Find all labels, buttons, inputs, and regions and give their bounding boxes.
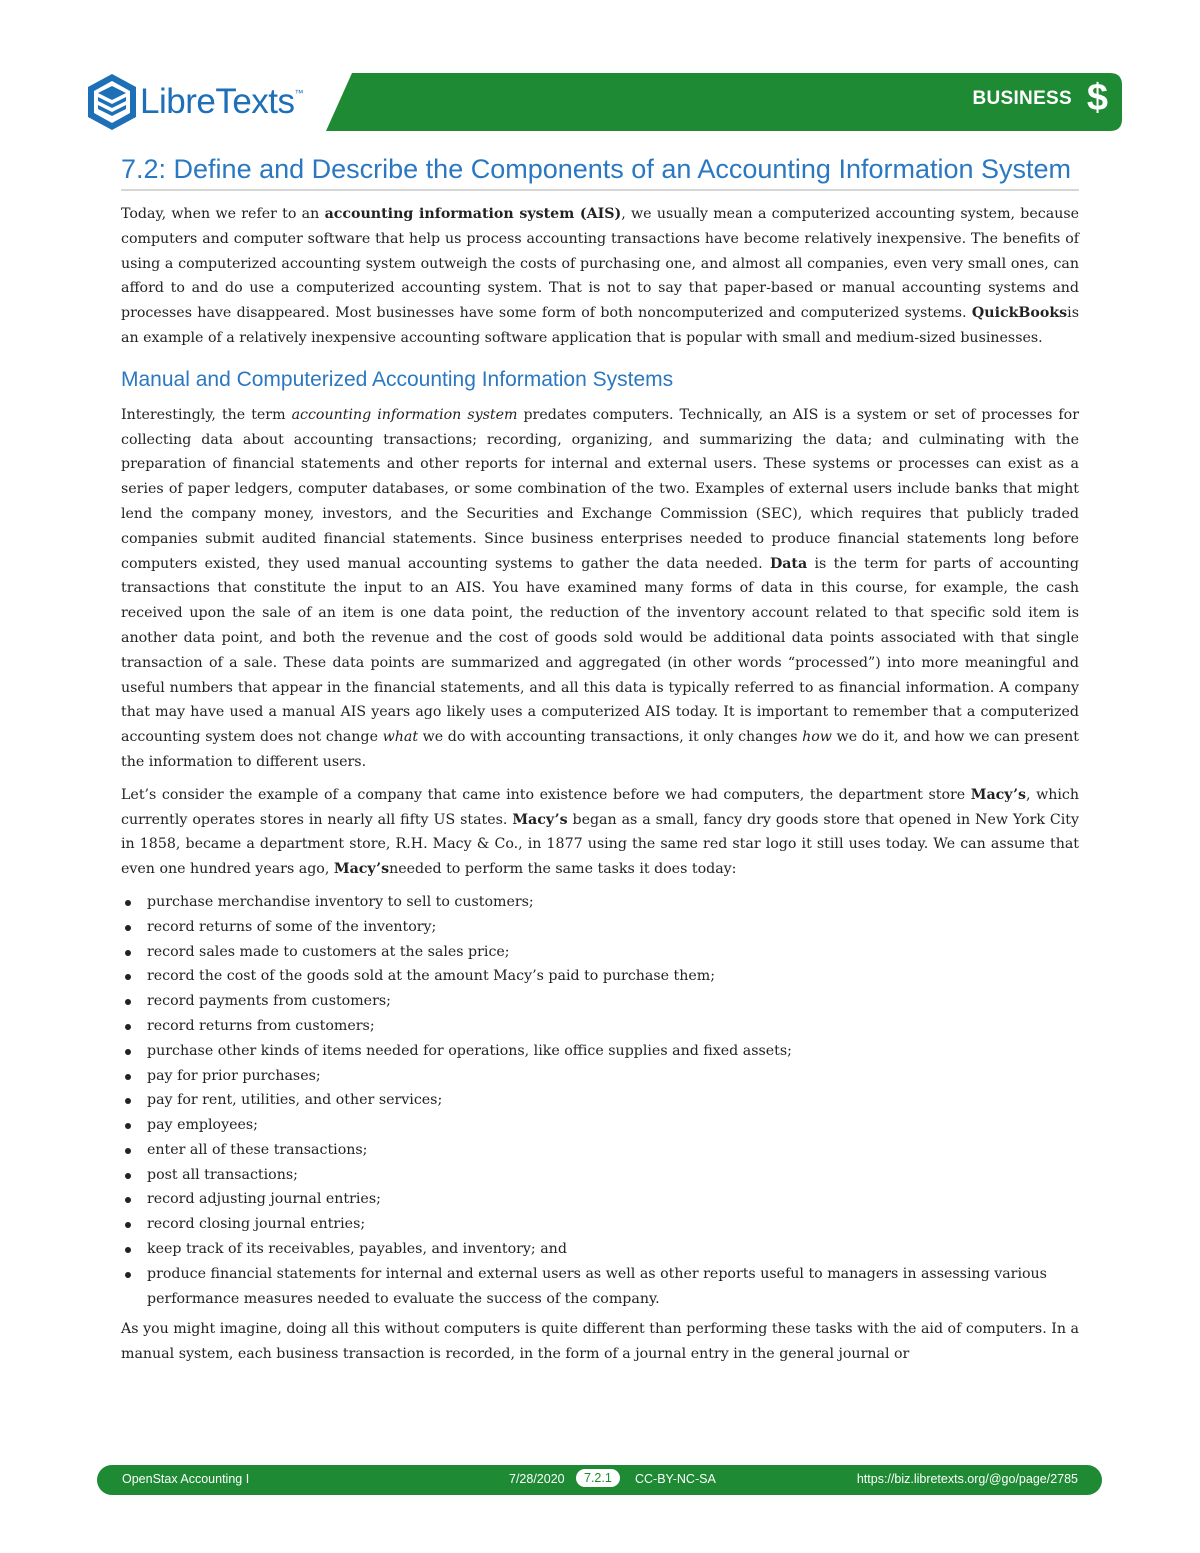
emphasis-bold: Macy’s <box>970 786 1026 803</box>
bullet-icon <box>125 1272 131 1278</box>
page-footer <box>97 1465 1102 1495</box>
task-list <box>121 890 1079 1312</box>
bullet-icon <box>125 1148 131 1154</box>
section-heading: Manual and Computerized Accounting Information Systems <box>121 367 674 391</box>
text-run: needed to perform the same tasks it does today: <box>389 861 737 878</box>
logo-text: LibreTexts™ <box>140 82 304 121</box>
bullet-icon <box>125 1049 131 1055</box>
footer-page-number: 7.2.1 <box>576 1469 620 1487</box>
list-item: pay for rent, utilities, and other services; <box>121 1088 1079 1113</box>
bullet-icon <box>125 1024 131 1030</box>
bullet-icon <box>125 1074 131 1080</box>
emphasis-italic: what <box>382 729 419 746</box>
list-item: record payments from customers; <box>121 989 1079 1014</box>
bullet-icon <box>125 925 131 931</box>
bullet-icon <box>125 1173 131 1179</box>
list-item: record sales made to customers at the sales price; <box>121 940 1079 965</box>
banner-label: BUSINESS <box>972 88 1072 109</box>
list-item: record returns of some of the inventory; <box>121 915 1079 940</box>
text-run: began as a small, fancy dry goods store that opened in New York City in 1858, became a department store, R.H. Macy & Co., in 1877 using the same red star logo it still uses today. We can assume that even one hundred years ago, <box>121 811 1079 878</box>
intro-paragraph <box>121 202 1079 351</box>
bullet-icon <box>125 1247 131 1253</box>
paragraph-macys <box>121 783 1079 882</box>
text-run: we do it, and how we can present the information to different users. <box>121 729 1080 770</box>
article-content <box>121 153 1079 1367</box>
emphasis-bold: QuickBooks <box>971 305 1068 322</box>
text-run: Today, when we refer to an <box>121 206 325 222</box>
dollar-icon: $ <box>1086 77 1108 119</box>
text-run: , which currently operates stores in nearly all fifty US states. <box>121 786 1080 828</box>
bullet-icon <box>125 950 131 956</box>
list-item: record closing journal entries; <box>121 1212 1079 1237</box>
emphasis-italic: how <box>802 729 832 746</box>
book-stack-icon <box>86 72 138 132</box>
paragraph-manual-system: As you might imagine, doing all this without computers is quite different than performing these tasks with the aid of computers. In a manual system, each business transaction is recorded, in the form of a journal entry in the general journal or <box>121 1321 1079 1363</box>
bullet-icon <box>125 900 131 906</box>
page-title: 7.2: Define and Describe the Components of an Accounting Information System <box>121 153 1079 191</box>
emphasis-bold: Macy’s <box>333 861 390 878</box>
list-item: purchase other kinds of items needed for operations, like office supplies and fixed assets; <box>121 1039 1079 1064</box>
text-run: we do with accounting transactions, it only changes <box>418 729 803 746</box>
emphasis-italic: accounting information system <box>291 406 518 423</box>
list-item: record adjusting journal entries; <box>121 1187 1079 1212</box>
bullet-icon <box>125 1123 131 1129</box>
bullet-icon <box>125 1222 131 1228</box>
bullet-icon <box>125 1098 131 1104</box>
text-run: , we usually mean a computerized accounting system, because computers and computer software that help us process accounting transactions have become relatively inexpensive. The benefits of using a computerized accounting system outweigh the costs of purchasing one, and almost all companies, even very small ones, can afford to and do use a computerized accounting system. That is not to say that paper-based or manual accounting systems and processes have disappeared. Most businesses have some form of both noncomputerized and computerized systems. <box>121 206 1080 322</box>
libretexts-logo[interactable] <box>86 72 316 132</box>
text-run: Interestingly, the term <box>121 406 292 423</box>
list-item: record the cost of the goods sold at the amount Macy’s paid to purchase them; <box>121 964 1079 989</box>
paragraph-ais-definition <box>121 403 1079 775</box>
footer-date: 7/28/2020 <box>509 1472 565 1486</box>
list-item: pay for prior purchases; <box>121 1064 1079 1089</box>
list-item: record returns from customers; <box>121 1014 1079 1039</box>
text-run: Let’s consider the example of a company that came into existence before we had computers, the department store <box>121 786 971 803</box>
list-item: enter all of these transactions; <box>121 1138 1079 1163</box>
list-item: keep track of its receivables, payables, and inventory; and <box>121 1237 1079 1262</box>
emphasis-bold: Macy’s <box>512 811 568 828</box>
footer-book-title: OpenStax Accounting I <box>122 1472 250 1486</box>
emphasis-bold: Data <box>769 555 808 572</box>
list-item: produce financial statements for internal and external users as well as other reports useful to managers in assessing various performance measures needed to evaluate the success of the company. <box>121 1262 1079 1312</box>
bullet-icon <box>125 999 131 1005</box>
text-run: is an example of a relatively inexpensive accounting software application that is popular with small and medium-sized businesses. <box>121 305 1079 346</box>
list-item: purchase merchandise inventory to sell to customers; <box>121 890 1079 915</box>
text-run: predates computers. Technically, an AIS is a system or set of processes for collecting data about accounting transactions; recording, organizing, and summarizing the data; and culminating with the preparation of financial statements and other reports for internal and external users. These systems or processes can exist as a series of paper ledgers, computer databases, or some combination of the two. Examples of external users include banks that might lend the company money, investors, and the Securities and Exchange Commission (SEC), which requires that publicly traded companies submit audited financial statements. Since business enterprises needed to produce financial statements long before computers existed, they used manual accounting systems to gather the data needed. <box>121 406 1079 572</box>
bullet-icon <box>125 974 131 980</box>
footer-license: CC-BY-NC-SA <box>635 1472 716 1486</box>
text-run: is the term for parts of accounting transactions that constitute the input to an AIS. You have examined many forms of data in this course, for example, the cash received upon the sale of an item is one data point, the reduction of the inventory account related to that specific sold item is another data point, and both the revenue and the cost of goods sold would be additional data points associated with that single transaction of a sale. These data points are summarized and aggregated (in other words “processed”) into more meaningful and useful numbers that appear in the financial statements, and all this data is typically referred to as financial information. A company that may have used a manual AIS years ago likely uses a computerized AIS today. It is important to remember that a computerized accounting system does not change <box>121 555 1079 746</box>
footer-url-link[interactable]: https://biz.libretexts.org/@go/page/2785 <box>856 1472 1078 1486</box>
list-item: post all transactions; <box>121 1163 1079 1188</box>
bullet-icon <box>125 1197 131 1203</box>
list-item: pay employees; <box>121 1113 1079 1138</box>
subject-banner <box>324 73 1122 131</box>
emphasis-bold: accounting information system (AIS) <box>324 206 622 222</box>
